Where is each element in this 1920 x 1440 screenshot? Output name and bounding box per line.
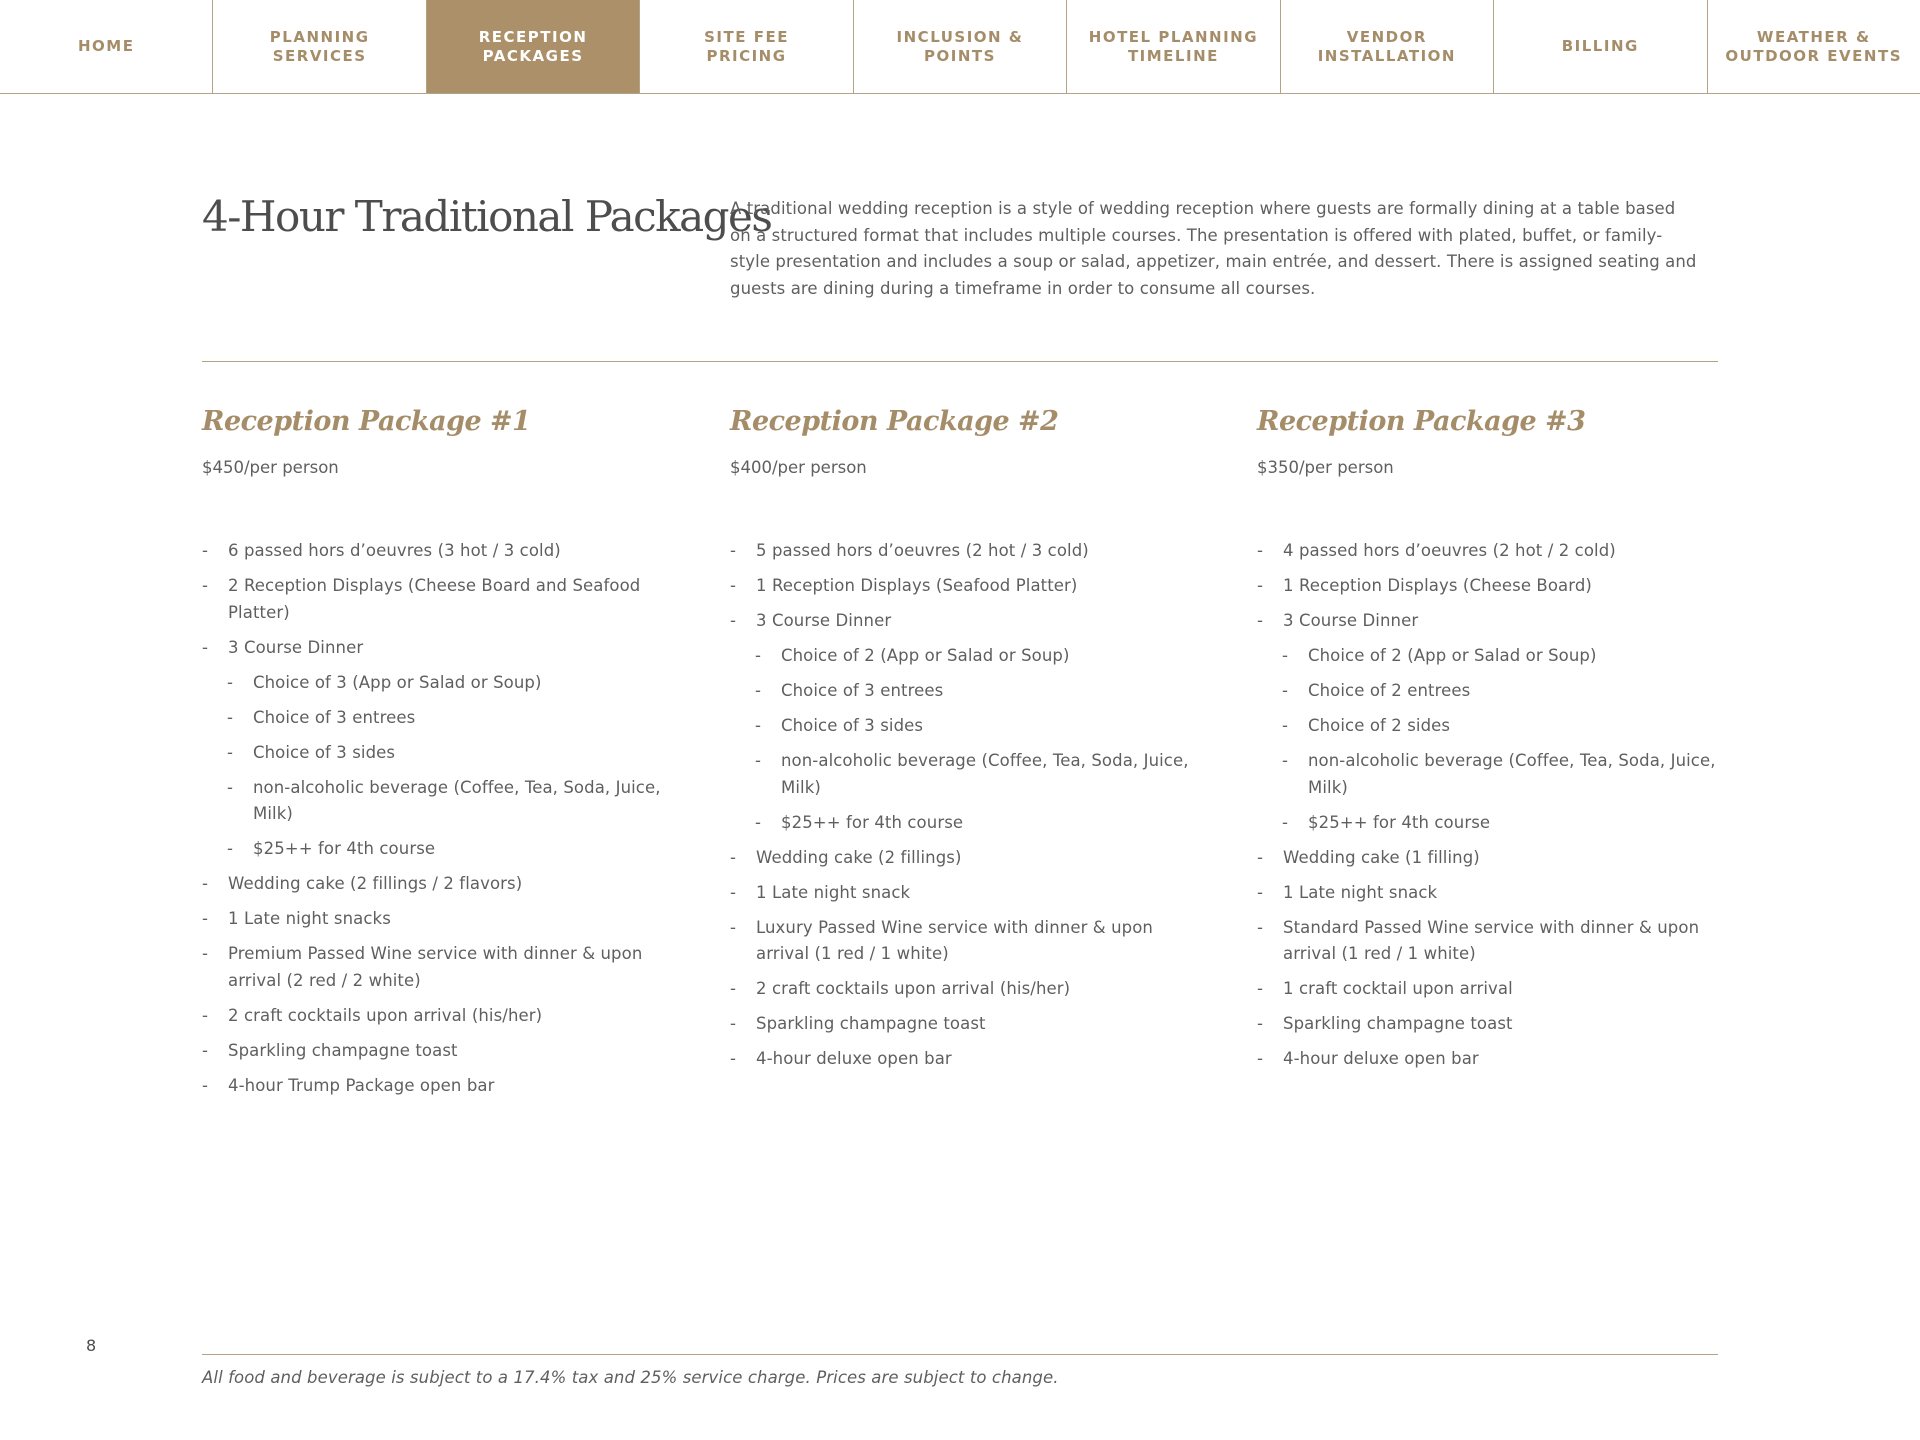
package-item: - Premium Passed Wine service with dinner & upon arrival (2 red / 2 white) xyxy=(202,941,672,994)
package-item: - 4-hour deluxe open bar xyxy=(730,1046,1200,1073)
package-title: Reception Package #1 xyxy=(202,406,531,437)
package-title: Reception Package #2 xyxy=(730,406,1059,437)
package-sub-item: - Choice of 3 entrees xyxy=(755,678,1200,705)
footer-divider xyxy=(202,1354,1718,1355)
nav-item-site-fee-pricing[interactable] xyxy=(640,0,853,93)
package-item: - Standard Passed Wine service with dinner & upon arrival (1 red / 1 white) xyxy=(1257,915,1727,968)
intro-paragraph: A traditional wedding reception is a style of wedding reception where guests are formally dining at a table based on a structured format that includes multiple courses. The presentation is offered with plated, buffet, or family-style presentation and includes a soup or salad, appetizer, main entrée, and dessert. There is assigned seating and guests are dining during a timeframe in order to consume all courses. xyxy=(730,199,1697,298)
package-sub-item: - non-alcoholic beverage (Coffee, Tea, Soda, Juice, Milk) xyxy=(755,748,1200,801)
package-inclusions-list xyxy=(202,538,672,1099)
nav-item-label: BILLING xyxy=(1561,37,1639,55)
package-item: - Sparkling champagne toast xyxy=(202,1038,672,1065)
package-item: - 4-hour Trump Package open bar xyxy=(202,1073,672,1100)
package-item: - 4-hour deluxe open bar xyxy=(1257,1046,1727,1073)
package-sub-item: - Choice of 2 entrees xyxy=(1282,678,1727,705)
package-item: - 5 passed hors d’oeuvres (2 hot / 3 cold) xyxy=(730,538,1200,565)
footer-disclaimer: All food and beverage is subject to a 17.4% tax and 25% service charge. Prices are subject to change. xyxy=(202,1368,1059,1387)
nav-item-label: HOTEL PLANNING TIMELINE xyxy=(1088,27,1259,65)
package-item: - 2 craft cocktails upon arrival (his/her) xyxy=(202,1003,672,1030)
package-sub-item: - Choice of 3 entrees xyxy=(227,705,672,732)
package-item: - 1 Late night snack xyxy=(1257,880,1727,907)
package-item: - 1 Reception Displays (Seafood Platter) xyxy=(730,573,1200,600)
package-item: - 1 Late night snacks xyxy=(202,906,672,933)
package-sub-item: - Choice of 3 sides xyxy=(227,740,672,767)
package-title: Reception Package #3 xyxy=(1257,406,1586,437)
package-card-3 xyxy=(1257,406,1727,1081)
package-sub-item: - Choice of 2 (App or Salad or Soup) xyxy=(755,643,1200,670)
package-sub-item: - Choice of 3 (App or Salad or Soup) xyxy=(227,670,672,697)
package-item: - 1 Late night snack xyxy=(730,880,1200,907)
nav-item-reception-packages[interactable] xyxy=(427,0,640,93)
package-sub-item: - $25++ for 4th course xyxy=(227,836,672,863)
package-item: - Sparkling champagne toast xyxy=(730,1011,1200,1038)
nav-item-label: RECEPTION PACKAGES xyxy=(478,27,588,65)
package-item: - 2 Reception Displays (Cheese Board and Seafood Platter) xyxy=(202,573,672,626)
package-item: - 6 passed hors d’oeuvres (3 hot / 3 cold) xyxy=(202,538,672,565)
nav-item-label: WEATHER & OUTDOOR EVENTS xyxy=(1725,27,1903,65)
package-item: - 3 Course Dinner xyxy=(1257,608,1727,635)
package-sub-item: - Choice of 2 sides xyxy=(1282,713,1727,740)
package-sub-item: - Choice of 3 sides xyxy=(755,713,1200,740)
page-number: 8 xyxy=(86,1336,97,1355)
nav-item-label: INCLUSION & POINTS xyxy=(896,27,1024,65)
package-price: $400/per person xyxy=(730,458,867,477)
nav-item-hotel-planning-timeline[interactable] xyxy=(1067,0,1280,93)
nav-item-inclusion-points[interactable] xyxy=(854,0,1067,93)
section-divider xyxy=(202,361,1718,362)
nav-item-label: SITE FEE PRICING xyxy=(704,27,789,65)
package-sub-item: - $25++ for 4th course xyxy=(755,810,1200,837)
nav-item-label: PLANNING SERVICES xyxy=(269,27,370,65)
package-item: - 3 Course Dinner xyxy=(730,608,1200,635)
package-item: - Wedding cake (2 fillings / 2 flavors) xyxy=(202,871,672,898)
page-title: 4-Hour Traditional Packages xyxy=(202,192,772,241)
nav-item-label: HOME xyxy=(77,37,135,55)
nav-item-planning-services[interactable] xyxy=(213,0,426,93)
package-inclusions-list xyxy=(1257,538,1727,1073)
package-item: - Sparkling champagne toast xyxy=(1257,1011,1727,1038)
top-navigation xyxy=(0,0,1920,94)
package-price: $350/per person xyxy=(1257,458,1394,477)
nav-item-vendor-installation[interactable] xyxy=(1281,0,1494,93)
package-price: $450/per person xyxy=(202,458,339,477)
package-item: - 2 craft cocktails upon arrival (his/her) xyxy=(730,976,1200,1003)
package-inclusions-list xyxy=(730,538,1200,1073)
package-item: - 1 Reception Displays (Cheese Board) xyxy=(1257,573,1727,600)
package-sub-item: - non-alcoholic beverage (Coffee, Tea, Soda, Juice, Milk) xyxy=(1282,748,1727,801)
package-card-1 xyxy=(202,406,672,1108)
nav-item-weather-outdoor-events[interactable] xyxy=(1708,0,1920,93)
package-item: - 3 Course Dinner xyxy=(202,635,672,662)
nav-item-billing[interactable] xyxy=(1494,0,1707,93)
package-sub-item: - non-alcoholic beverage (Coffee, Tea, Soda, Juice, Milk) xyxy=(227,775,672,828)
package-sub-item: - $25++ for 4th course xyxy=(1282,810,1727,837)
package-item: - Wedding cake (1 filling) xyxy=(1257,845,1727,872)
package-item: - Luxury Passed Wine service with dinner & upon arrival (1 red / 1 white) xyxy=(730,915,1200,968)
package-item: - Wedding cake (2 fillings) xyxy=(730,845,1200,872)
nav-item-home[interactable] xyxy=(0,0,213,93)
nav-item-label: VENDOR INSTALLATION xyxy=(1317,27,1456,65)
package-item: - 4 passed hors d’oeuvres (2 hot / 2 cold) xyxy=(1257,538,1727,565)
package-card-2 xyxy=(730,406,1200,1081)
package-item: - 1 craft cocktail upon arrival xyxy=(1257,976,1727,1003)
package-sub-item: - Choice of 2 (App or Salad or Soup) xyxy=(1282,643,1727,670)
